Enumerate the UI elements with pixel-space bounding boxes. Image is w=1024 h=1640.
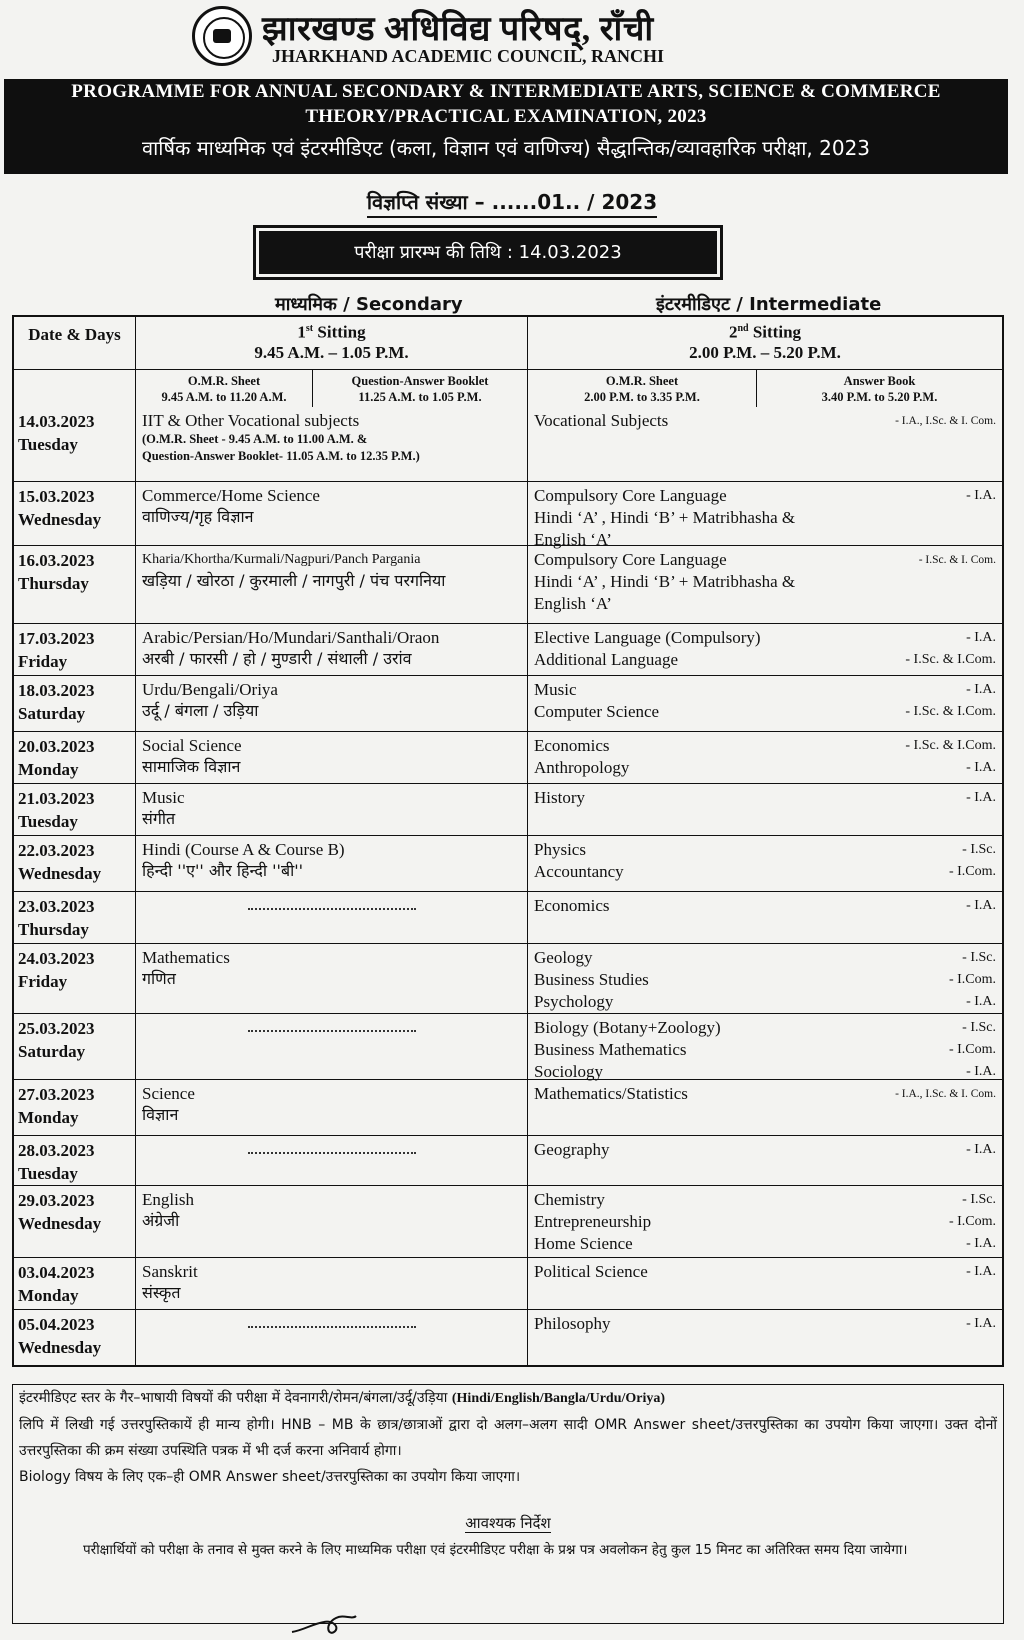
no-exam-dotted-line	[248, 1325, 416, 1328]
footer-para-3: Biology विषय के लिए एक–ही OMR Answer sheet/उत्तरपुस्तिका का उपयोग किया जाएगा।	[19, 1469, 521, 1485]
intermediate-subject-line	[534, 1313, 996, 1335]
intermediate-subject-line	[534, 549, 996, 571]
intermediate-subject-line	[534, 485, 996, 507]
programme-banner	[4, 79, 1008, 174]
table-row	[14, 1185, 1002, 1257]
notice-number: विज्ञप्ति संख्या – ......01.. / 2023	[0, 188, 1024, 215]
table-subheader-row	[14, 369, 1002, 407]
exam-date-cell	[14, 836, 136, 891]
intermediate-subject-line	[534, 1233, 996, 1255]
secondary-subject-hindi: वाणिज्य/गृह विज्ञान	[142, 507, 254, 526]
footer-para-1: इंटरमीडिएट स्तर के गैर–भाषायी विषयों की परीक्षा में देवनागरी/रोमन/बंगला/उर्दू/उड़िया (Hindi/English/Bangla/Urdu/Oriya)	[19, 1390, 666, 1406]
exam-date: 27.03.2023	[18, 1085, 95, 1104]
intermediate-subject: Entrepreneurship	[534, 1212, 652, 1231]
secondary-subject-hindi: खड़िया / खोरठा / कुरमाली / नागपुरी / पंच परगनिया	[142, 571, 446, 590]
secondary-subject-cell	[136, 892, 528, 943]
intermediate-subject-line	[534, 649, 996, 671]
intermediate-subject-cell	[528, 1310, 1002, 1365]
stream-label: - I.A.	[966, 898, 996, 913]
stream-label: - I.Sc.	[962, 842, 996, 857]
intermediate-subject-line	[534, 1189, 996, 1211]
signature	[290, 1608, 360, 1638]
exam-day: Tuesday	[18, 1164, 78, 1183]
secondary-subject-english: English	[142, 1190, 194, 1209]
stream-label: - I.Sc. & I.Com.	[905, 704, 996, 719]
exam-date-cell	[14, 1310, 136, 1365]
secondary-subject-english: Kharia/Khortha/Kurmali/Nagpuri/Panch Pargania	[142, 552, 421, 567]
stream-label: - I.Sc. & I.Com.	[905, 738, 996, 753]
exam-date: 14.03.2023	[18, 412, 95, 431]
intermediate-subject: Hindi ‘A’ , Hindi ‘B’ + Matribhasha &	[534, 508, 796, 527]
second-sitting-subheader: O.M.R. Sheet 2.00 P.M. to 3.35 P.M. Answer Book 3.40 P.M. to 5.20 P.M.	[528, 370, 1002, 407]
intermediate-subject: Elective Language (Compulsory)	[534, 628, 761, 647]
intermediate-subject: Accountancy	[534, 862, 624, 881]
exam-day: Monday	[18, 760, 79, 779]
exam-date-cell	[14, 1014, 136, 1079]
exam-day: Wednesday	[18, 1214, 102, 1233]
intermediate-subject-line	[534, 735, 996, 757]
no-exam-dotted-line	[248, 1029, 416, 1032]
table-row	[14, 623, 1002, 675]
table-row	[14, 1079, 1002, 1135]
intermediate-subject-cell	[528, 1080, 1002, 1135]
exam-day: Wednesday	[18, 864, 102, 883]
secondary-subject-english: Music	[142, 788, 185, 807]
secondary-subject-english: Sanskrit	[142, 1262, 198, 1281]
intermediate-subject: Psychology	[534, 992, 614, 1011]
intermediate-subject-line	[534, 410, 996, 432]
stream-label: - I.A.	[966, 1064, 996, 1079]
intermediate-subject: Chemistry	[534, 1190, 605, 1209]
exam-day: Monday	[18, 1286, 79, 1305]
exam-day: Thursday	[18, 920, 89, 939]
intermediate-subject-cell	[528, 676, 1002, 731]
intermediate-subject-line	[534, 1083, 996, 1105]
intermediate-subject-line	[534, 593, 996, 615]
table-row	[14, 1013, 1002, 1079]
secondary-subject-english: Social Science	[142, 736, 242, 755]
exam-date-cell	[14, 1258, 136, 1309]
stream-label: - I.Sc.	[962, 1020, 996, 1035]
exam-date: 05.04.2023	[18, 1315, 95, 1334]
exam-day: Tuesday	[18, 435, 78, 454]
secondary-subject-cell	[136, 624, 528, 675]
intermediate-subject: Vocational Subjects	[534, 411, 669, 430]
secondary-subject-cell	[136, 1186, 528, 1257]
exam-date: 24.03.2023	[18, 949, 95, 968]
exam-date: 18.03.2023	[18, 681, 95, 700]
council-name-english: JHARKHAND ACADEMIC COUNCIL, RANCHI	[272, 46, 665, 66]
table-row	[14, 1309, 1002, 1365]
intermediate-subject-line	[534, 1261, 996, 1283]
intermediate-subject-cell	[528, 944, 1002, 1013]
exam-date: 15.03.2023	[18, 487, 95, 506]
intermediate-subject-line	[534, 861, 996, 883]
exam-date: 03.04.2023	[18, 1263, 95, 1282]
exam-day: Saturday	[18, 704, 86, 723]
stream-label	[990, 571, 996, 593]
secondary-subject-cell	[136, 836, 528, 891]
secondary-subject-cell	[136, 944, 528, 1013]
stream-label: - I.A.	[966, 630, 996, 645]
exam-day: Friday	[18, 652, 68, 671]
exam-date: 23.03.2023	[18, 897, 95, 916]
exam-day: Wednesday	[18, 510, 102, 529]
intermediate-subject-cell	[528, 892, 1002, 943]
secondary-subject-cell	[136, 1310, 528, 1365]
intermediate-subject-line	[534, 701, 996, 723]
exam-date: 28.03.2023	[18, 1141, 95, 1160]
intermediate-subject: Geography	[534, 1140, 610, 1159]
stream-label: - I.A.	[966, 790, 996, 805]
exam-date-cell	[14, 784, 136, 835]
stream-label: - I.Com.	[948, 1214, 996, 1229]
intermediate-subject: Political Science	[534, 1262, 648, 1281]
intermediate-subject-line	[534, 787, 996, 809]
exam-date-cell	[14, 624, 136, 675]
stream-label	[990, 507, 996, 529]
stream-label: - I.A.	[966, 1142, 996, 1157]
secondary-subject-hindi: अंग्रेजी	[142, 1211, 180, 1230]
stream-label: - I.A.	[966, 994, 996, 1009]
exam-day: Saturday	[18, 1042, 86, 1061]
intermediate-subject-cell	[528, 624, 1002, 675]
table-body	[14, 407, 1002, 1365]
secondary-subject-cell	[136, 676, 528, 731]
intermediate-subject: Economics	[534, 736, 610, 755]
intermediate-subject: Economics	[534, 896, 610, 915]
programme-title-hindi: वार्षिक माध्यमिक एवं इंटरमीडिएट (कला, विज्ञान एवं वाणिज्य) सैद्धान्तिक/व्यावहारिक परीक्षा, 2023	[141, 136, 871, 160]
document-header	[0, 0, 1024, 80]
secondary-subject-english: Hindi (Course A & Course B)	[142, 840, 345, 859]
intermediate-subject: Mathematics/Statistics	[534, 1084, 688, 1103]
exam-date: 25.03.2023	[18, 1019, 95, 1038]
instruction-text: परीक्षार्थियों को परीक्षा के तनाव से मुक्त करने के लिए माध्यमिक परीक्षा एवं इंटरमीडिएट परीक्षा के प्रश्न पत्र अवलोकन हेतु कुल 15 मिनट का अतिरिक्त समय दिया जायेगा।	[83, 1542, 908, 1558]
second-sitting-header: 2nd Sitting 2.00 P.M. – 5.20 P.M.	[689, 322, 841, 362]
secondary-subject-cell	[136, 1258, 528, 1309]
stream-label: - I.Com.	[948, 864, 996, 879]
table-row	[14, 783, 1002, 835]
exam-date-cell	[14, 892, 136, 943]
intermediate-subject-line	[534, 627, 996, 649]
secondary-subject-note: Question-Answer Booklet- 11.05 A.M. to 12.35 P.M.)	[142, 449, 420, 463]
intermediate-subject-line	[534, 895, 996, 917]
secondary-subject-english: Commerce/Home Science	[142, 486, 320, 505]
secondary-subject-cell	[136, 1136, 528, 1185]
stream-label: - I.A.	[966, 1264, 996, 1279]
intermediate-subject: Geology	[534, 948, 593, 967]
no-exam-dotted-line	[248, 907, 416, 910]
intermediate-subject: Additional Language	[534, 650, 678, 669]
secondary-subject-hindi: हिन्दी ''ए'' और हिन्दी ''बी''	[142, 861, 304, 880]
exam-date-cell	[14, 407, 136, 481]
intermediate-subject: Home Science	[534, 1234, 633, 1253]
stream-label: - I.Sc. & I. Com.	[918, 554, 996, 566]
stream-label: - I.A.	[966, 1236, 996, 1251]
stream-label: - I.Sc.	[962, 1192, 996, 1207]
secondary-subject-hindi: विज्ञान	[142, 1105, 179, 1124]
intermediate-subject-cell	[528, 784, 1002, 835]
stream-label: - I.Sc. & I.Com.	[905, 652, 996, 667]
exam-date: 17.03.2023	[18, 629, 95, 648]
exam-day: Thursday	[18, 574, 89, 593]
intermediate-subject: Hindi ‘A’ , Hindi ‘B’ + Matribhasha &	[534, 572, 796, 591]
intermediate-subject-cell	[528, 1014, 1002, 1079]
start-date-box	[253, 225, 723, 280]
intermediate-subject: Compulsory Core Language	[534, 486, 727, 505]
intermediate-subject: Biology (Botany+Zoology)	[534, 1018, 721, 1037]
intermediate-subject-line	[534, 679, 996, 701]
programme-title-line2: THEORY/PRACTICAL EXAMINATION, 2023	[305, 106, 707, 127]
intermediate-subject-cell	[528, 1186, 1002, 1257]
council-name-hindi: झारखण्ड अधिविद्य परिषद्, राँची	[262, 11, 654, 48]
instruction-title: आवश्यक निर्देश	[465, 1514, 551, 1532]
intermediate-subject: History	[534, 788, 585, 807]
footer-notes	[12, 1384, 1004, 1624]
date-days-header: Date & Days	[14, 317, 136, 369]
stream-label: - I.A., I.Sc. & I. Com.	[895, 415, 996, 427]
exam-date-cell	[14, 1186, 136, 1257]
secondary-subject-english: Mathematics	[142, 948, 230, 967]
intermediate-subject: Sociology	[534, 1062, 603, 1081]
table-row	[14, 1257, 1002, 1309]
table-row	[14, 675, 1002, 731]
exam-date-cell	[14, 676, 136, 731]
start-date-text: परीक्षा प्रारम्भ की तिथि : 14.03.2023	[259, 231, 717, 274]
secondary-subject-cell	[136, 546, 528, 623]
intermediate-subject-cell	[528, 1258, 1002, 1309]
table-row	[14, 943, 1002, 1013]
intermediate-subject: Music	[534, 680, 577, 699]
intermediate-subject-cell	[528, 836, 1002, 891]
intermediate-subject-line	[534, 757, 996, 779]
intermediate-heading: इंटरमीडिएट / Intermediate	[656, 294, 882, 315]
secondary-subject-cell	[136, 1014, 528, 1079]
exam-day: Tuesday	[18, 812, 78, 831]
secondary-subject-hindi: गणित	[142, 969, 176, 988]
secondary-subject-hindi: अरबी / फारसी / हो / मुण्डारी / संथाली / उरांव	[142, 649, 412, 668]
stream-label: - I.Com.	[948, 1042, 996, 1057]
stream-label: - I.A.	[966, 1316, 996, 1331]
intermediate-subject: Computer Science	[534, 702, 660, 721]
first-sitting-subheader: O.M.R. Sheet 9.45 A.M. to 11.20 A.M. Question-Answer Booklet 11.25 A.M. to 1.05 P.M.	[136, 370, 528, 407]
programme-title-line1: PROGRAMME FOR ANNUAL SECONDARY & INTERMEDIATE ARTS, SCIENCE & COMMERCE	[71, 81, 941, 102]
secondary-subject-cell	[136, 784, 528, 835]
intermediate-subject-line	[534, 839, 996, 861]
exam-date: 20.03.2023	[18, 737, 95, 756]
intermediate-subject-cell	[528, 546, 1002, 623]
exam-date: 22.03.2023	[18, 841, 95, 860]
secondary-subject-cell	[136, 1080, 528, 1135]
table-row	[14, 481, 1002, 549]
intermediate-subject: Anthropology	[534, 758, 630, 777]
exam-day: Friday	[18, 972, 68, 991]
intermediate-subject-line	[534, 1211, 996, 1233]
exam-date-cell	[14, 944, 136, 1013]
secondary-subject-hindi: उर्दू / बंगला / उड़िया	[142, 701, 259, 720]
secondary-subject-cell	[136, 732, 528, 783]
secondary-subject-english: Science	[142, 1084, 195, 1103]
exam-day: Wednesday	[18, 1338, 102, 1357]
no-exam-dotted-line	[248, 1151, 416, 1154]
intermediate-subject: English ‘A’	[534, 530, 612, 549]
stream-label: - I.Sc.	[962, 950, 996, 965]
intermediate-subject-cell	[528, 732, 1002, 783]
exam-date: 29.03.2023	[18, 1191, 95, 1210]
intermediate-subject-line	[534, 969, 996, 991]
exam-day: Monday	[18, 1108, 79, 1127]
intermediate-subject-cell	[528, 407, 1002, 481]
secondary-subject-hindi: संगीत	[142, 809, 176, 828]
intermediate-subject: Philosophy	[534, 1314, 611, 1333]
secondary-subject-english: IIT & Other Vocational subjects	[142, 411, 360, 430]
intermediate-subject-line	[534, 507, 996, 529]
footer-para-2: लिपि में लिखी गई उत्तरपुस्तिकायें ही मान्य होगी। HNB – MB के छात्र/छात्राओं द्वारा दो अलग–अलग सादी OMR Answer sheet/उत्तरपुस्तिका का उपयोग किया जाएगा। उक्त दोनों उत्तरपुस्तिका की क्रम संख्या उपस्थिति पत्रक में भी दर्ज करना अनिवार्य होगा।	[19, 1417, 997, 1459]
exam-date-cell	[14, 546, 136, 623]
stream-label: - I.A.	[966, 488, 996, 503]
first-sitting-header: 1st Sitting 9.45 A.M. – 1.05 P.M.	[136, 317, 528, 369]
exam-schedule-table	[12, 315, 1004, 1367]
secondary-heading: माध्यमिक / Secondary	[275, 294, 463, 315]
secondary-subject-note: (O.M.R. Sheet - 9.45 A.M. to 11.00 A.M. &	[142, 432, 368, 446]
council-seal-logo	[192, 6, 252, 66]
stream-label: - I.A.	[966, 682, 996, 697]
table-row	[14, 407, 1002, 481]
secondary-subject-english: Urdu/Bengali/Oriya	[142, 680, 278, 699]
intermediate-subject-line	[534, 1039, 996, 1061]
table-row	[14, 731, 1002, 783]
intermediate-subject: English ‘A’	[534, 594, 612, 613]
exam-date-cell	[14, 732, 136, 783]
table-row	[14, 835, 1002, 891]
intermediate-subject-line	[534, 947, 996, 969]
exam-date: 21.03.2023	[18, 789, 95, 808]
intermediate-subject-cell	[528, 1136, 1002, 1185]
stream-label	[990, 593, 996, 615]
exam-date-cell	[14, 482, 136, 545]
intermediate-subject-cell	[528, 482, 1002, 549]
stream-label: - I.A.	[966, 760, 996, 775]
intermediate-subject-line	[534, 571, 996, 593]
stream-label: - I.Com.	[948, 972, 996, 987]
secondary-subject-hindi: सामाजिक विज्ञान	[142, 757, 241, 776]
intermediate-subject-line	[534, 991, 996, 1013]
intermediate-subject-line	[534, 1139, 996, 1161]
exam-date: 16.03.2023	[18, 551, 95, 570]
intermediate-subject-line	[534, 1017, 996, 1039]
table-row	[14, 891, 1002, 943]
exam-date-cell	[14, 1136, 136, 1185]
intermediate-subject: Business Studies	[534, 970, 649, 989]
intermediate-subject: Compulsory Core Language	[534, 550, 727, 569]
table-row	[14, 1135, 1002, 1185]
table-row	[14, 545, 1002, 623]
table-header-row	[14, 317, 1002, 369]
exam-date-cell	[14, 1080, 136, 1135]
secondary-subject-english: Arabic/Persian/Ho/Mundari/Santhali/Oraon	[142, 628, 440, 647]
stream-label: - I.A., I.Sc. & I. Com.	[895, 1088, 996, 1100]
intermediate-subject: Business Mathematics	[534, 1040, 687, 1059]
secondary-subject-hindi: संस्कृत	[142, 1283, 181, 1302]
secondary-subject-cell	[136, 407, 528, 481]
secondary-subject-cell	[136, 482, 528, 545]
intermediate-subject: Physics	[534, 840, 586, 859]
